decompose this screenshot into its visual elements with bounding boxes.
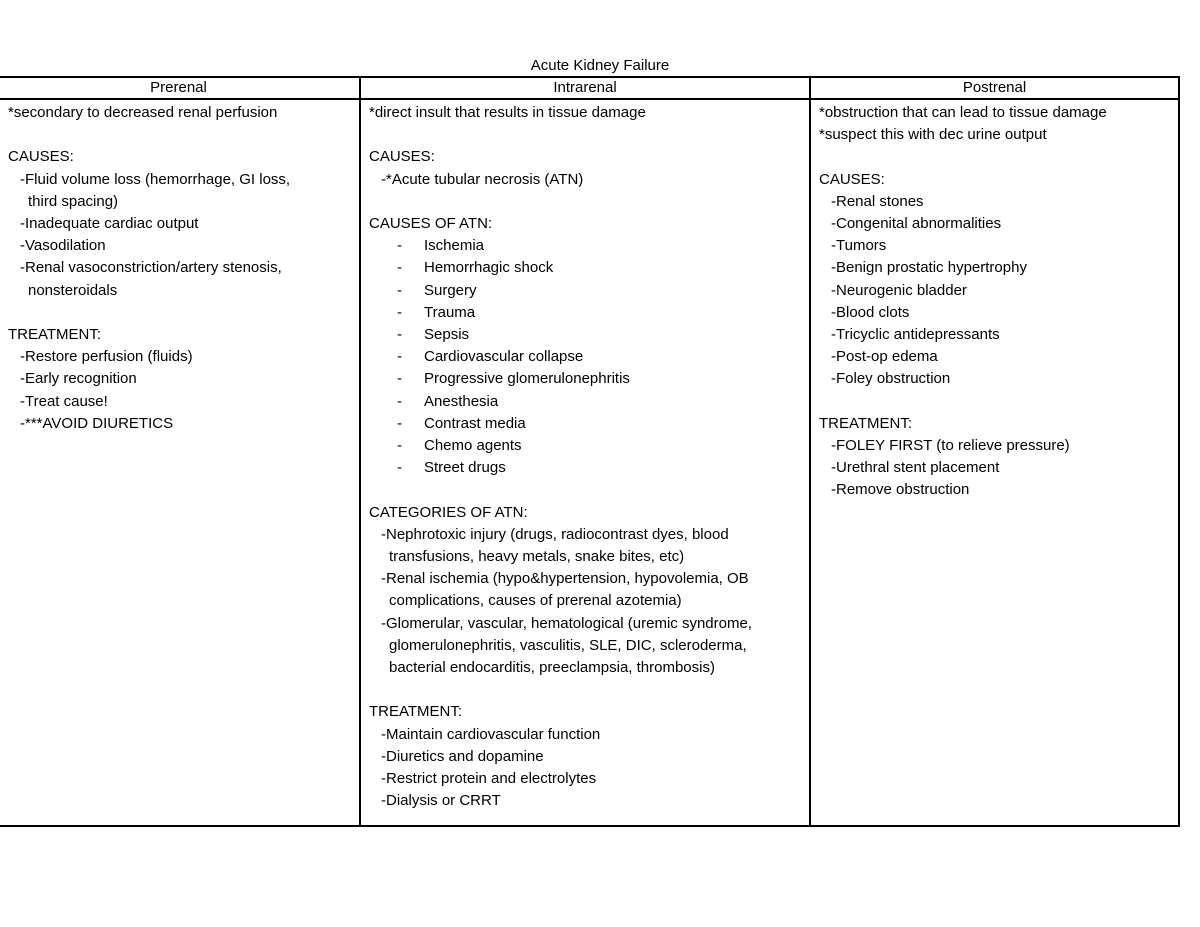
bullet-dash: - [397, 281, 402, 299]
postrenal-treatment-item: -Remove obstruction [831, 481, 970, 499]
postrenal-intro: *obstruction that can lead to tissue damage [819, 104, 1107, 121]
atn-causes-heading: CAUSES OF ATN: [369, 214, 493, 232]
prerenal-treatment-item: -Treat cause! [20, 392, 108, 410]
postrenal-cause: -Tricyclic antidepressants [831, 326, 1000, 344]
intrarenal-cause: -*Acute tubular necrosis (ATN) [381, 170, 584, 188]
atn-category-cont: complications, causes of prerenal azotemia) [389, 592, 682, 610]
intrarenal-intro: *direct insult that results in tissue damage [369, 104, 646, 121]
intrarenal-treatment-item: -Restrict protein and electrolytes [381, 770, 597, 788]
atn-category-cont: transfusions, heavy metals, snake bites, etc) [389, 548, 685, 566]
intrarenal-treatment-item: -Dialysis or CRRT [381, 792, 501, 810]
postrenal-treatment-item: -Urethral stent placement [831, 459, 1000, 477]
header-row [0, 77, 1179, 99]
atn-cause-item: - Street drugs [369, 457, 801, 479]
header-intrarenal: Intrarenal [360, 77, 810, 99]
postrenal-cause: -Blood clots [831, 303, 910, 321]
postrenal-causes-heading: CAUSES: [819, 170, 885, 188]
bullet-dash: - [397, 303, 402, 321]
postrenal-cause: -Renal stones [831, 192, 924, 210]
prerenal-cause: -Renal vasoconstriction/artery stenosis, [20, 259, 282, 277]
intrarenal-causes-heading: CAUSES: [369, 148, 435, 166]
prerenal-treatment-item: -***AVOID DIURETICS [20, 414, 174, 432]
atn-cause-item: - Trauma [369, 302, 801, 324]
bullet-dash: - [397, 459, 402, 477]
atn-cause-item: - Anesthesia [369, 391, 801, 413]
intrarenal-cell [360, 99, 810, 826]
atn-category-cont: glomerulonephritis, vasculitis, SLE, DIC, scleroderma, [389, 636, 747, 654]
postrenal-cause: -Neurogenic bladder [831, 281, 967, 299]
atn-categories-heading: CATEGORIES OF ATN: [369, 503, 528, 521]
postrenal-cause: -Congenital abnormalities [831, 215, 1002, 232]
postrenal-cause: -Foley obstruction [831, 370, 951, 388]
prerenal-cell [0, 99, 360, 826]
atn-cause-item: - Progressive glomerulonephritis [369, 368, 801, 390]
postrenal-intro: *suspect this with dec urine output [819, 126, 1047, 144]
prerenal-cause-cont: nonsteroidals [28, 281, 118, 299]
bullet-dash: - [397, 437, 402, 455]
atn-cause-item: - Chemo agents [369, 435, 801, 457]
header-postrenal: Postrenal [810, 77, 1179, 99]
content-row [0, 99, 1179, 826]
atn-category: -Renal ischemia (hypo&hypertension, hypovolemia, OB [381, 570, 749, 588]
atn-cause-item: - Ischemia [369, 235, 801, 257]
atn-cause-item: - Sepsis [369, 324, 801, 346]
bullet-dash: - [397, 326, 402, 343]
bullet-dash: - [397, 392, 402, 410]
bullet-dash: - [397, 348, 402, 366]
prerenal-cause: -Fluid volume loss (hemorrhage, GI loss, [20, 170, 291, 188]
atn-cause-item: - Hemorrhagic shock [369, 257, 801, 279]
prerenal-treatment-item: -Restore perfusion (fluids) [20, 348, 193, 366]
atn-category: -Nephrotoxic injury (drugs, radiocontrast dyes, blood [381, 525, 729, 543]
postrenal-cause: -Tumors [831, 237, 887, 255]
intrarenal-treatment-item: -Diuretics and dopamine [381, 747, 544, 765]
page-title: Acute Kidney Failure [530, 57, 670, 74]
prerenal-causes-heading: CAUSES: [8, 148, 74, 166]
prerenal-treatment-item: -Early recognition [20, 370, 137, 388]
atn-category: -Glomerular, vascular, hematological (uremic syndrome, [381, 614, 752, 632]
postrenal-treatment-item: -FOLEY FIRST (to relieve pressure) [831, 437, 1070, 455]
bullet-dash: - [397, 237, 402, 255]
comparison-table [0, 76, 1180, 827]
intrarenal-treatment-heading: TREATMENT: [369, 703, 463, 721]
postrenal-cause: -Benign prostatic hypertrophy [831, 259, 1027, 277]
prerenal-intro: *secondary to decreased renal perfusion [8, 104, 278, 121]
atn-category-cont: bacterial endocarditis, preeclampsia, thrombosis) [389, 659, 715, 677]
bullet-dash: - [397, 259, 402, 277]
postrenal-treatment-heading: TREATMENT: [819, 414, 913, 432]
intrarenal-treatment-item: -Maintain cardiovascular function [381, 725, 601, 743]
postrenal-cause: -Post-op edema [831, 348, 938, 366]
header-prerenal: Prerenal [0, 77, 360, 99]
atn-cause-item: - Contrast media [369, 413, 801, 435]
prerenal-treatment-heading: TREATMENT: [8, 326, 102, 343]
bullet-dash: - [397, 414, 402, 432]
bullet-dash: - [397, 370, 402, 388]
atn-cause-item: - Surgery [369, 280, 801, 302]
prerenal-cause: -Vasodilation [20, 237, 106, 255]
postrenal-cell [810, 99, 1179, 826]
prerenal-cause: -Inadequate cardiac output [20, 215, 199, 232]
atn-cause-item: - Cardiovascular collapse [369, 346, 801, 368]
prerenal-cause-cont: third spacing) [28, 192, 119, 210]
